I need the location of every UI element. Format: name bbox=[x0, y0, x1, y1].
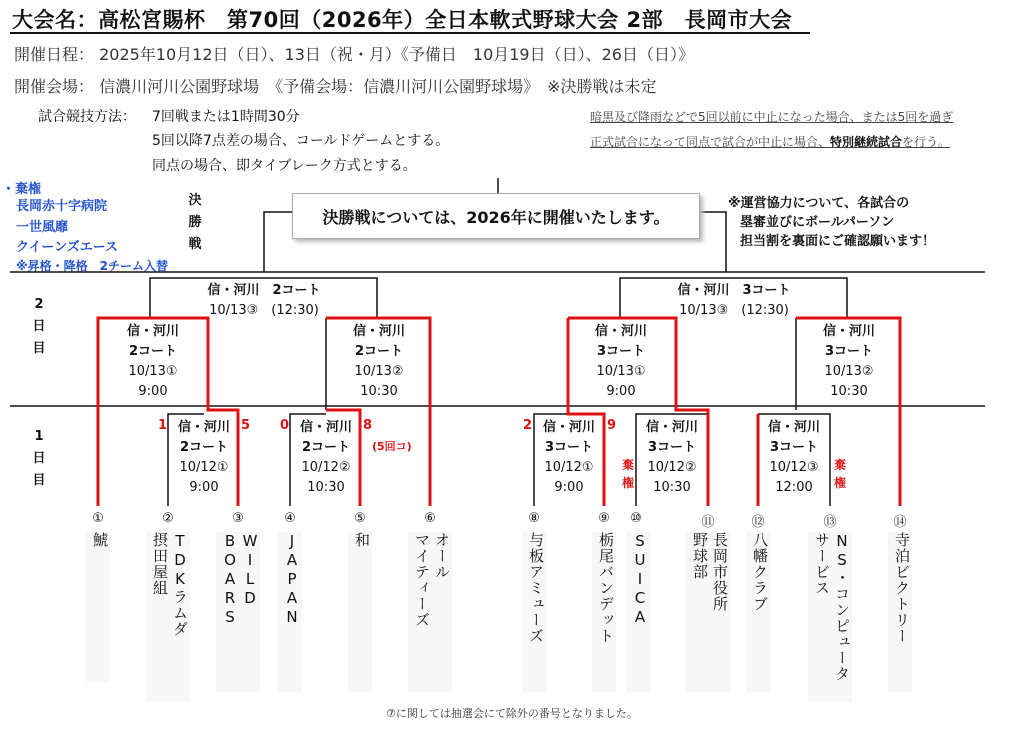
score-left-2: 0 bbox=[280, 418, 290, 433]
team-name-4: JAPAN bbox=[278, 532, 302, 692]
day2-label: 2 日 目 bbox=[32, 297, 46, 356]
seed-number: ② bbox=[162, 511, 174, 526]
r1-match-4: 信・河川 3コート 10/12② 10:30 bbox=[645, 420, 698, 495]
team-name-12: 八幡クラブ bbox=[746, 532, 770, 692]
method-label: 試合競技方法： bbox=[38, 109, 136, 125]
seed-number: ① bbox=[92, 511, 104, 526]
schedule-text: 開催日程： 2025年10月12日（日）、13日（祝・月）《予備日 10月19日（日）、26日（日）》 bbox=[14, 45, 694, 64]
r1-match-3: 信・河川 3コート 10/12① 9:00 bbox=[542, 420, 595, 495]
day1-label: 1 日 目 bbox=[32, 429, 46, 488]
forfeit-team-1: 長岡赤十字病院 bbox=[16, 199, 108, 214]
team-name-8: 与板アミューズ bbox=[522, 532, 546, 692]
team-name-13: NS・コンピュータ サービス bbox=[808, 532, 852, 702]
seed-number: ⑩ bbox=[630, 511, 642, 526]
final-label: 決 勝 戦 bbox=[188, 193, 202, 252]
team-name-3: WILD BOARS bbox=[216, 532, 260, 692]
team-name-1: 鯱 bbox=[86, 532, 110, 682]
qf-match-2: 信・河川 2コート 10/13② 10:30 bbox=[352, 324, 405, 399]
r1-match-1: 信・河川 2コート 10/12① 9:00 bbox=[177, 420, 230, 495]
method-line-1: 7回戦または1時間30分 bbox=[152, 109, 300, 125]
seed-number: ⑭ bbox=[893, 515, 907, 530]
forfeit-team-3: クイーンズエース bbox=[16, 240, 119, 255]
venue-text: 開催会場： 信濃川河川公園野球場 《予備会場：信濃川河川公園野球場》 ※決勝戦は未定 bbox=[14, 77, 657, 96]
team-name-2: TDKラムダ 摂田屋組 bbox=[146, 532, 190, 702]
forfeit-mark-13: 棄権 bbox=[834, 458, 847, 490]
seed-number: ⑪ bbox=[701, 515, 715, 530]
footer-note: ⑦に関しては抽選会にて除外の番号となりました。 bbox=[386, 707, 638, 720]
final-announcement: 決勝戦については、2026年に開催いたします。 bbox=[292, 193, 700, 239]
team-name-5: 和 bbox=[348, 532, 372, 692]
seed-number: ⑫ bbox=[751, 515, 765, 530]
score-right-2: 8 bbox=[363, 418, 373, 433]
team-name-9: 栃尾バンデット bbox=[592, 532, 616, 692]
rain-note-2: 正式試合になって同点で試合が中止に場合、特別継続試合を行う。 bbox=[590, 135, 951, 149]
qf-match-4: 信・河川 3コート 10/13② 10:30 bbox=[822, 324, 875, 399]
seed-number: ⑬ bbox=[823, 515, 837, 530]
semi-match-1: 信・河川 2コート 10/13③ (12:30) bbox=[207, 283, 321, 318]
page-title: 大会名：高松宮賜杯 第70回（2026年）全日本軟式野球大会 2部 長岡市大会 bbox=[12, 8, 793, 32]
seed-number: ⑤ bbox=[354, 511, 366, 526]
team-name-11: 長岡市役所 野球部 bbox=[686, 532, 730, 692]
seed-number: ③ bbox=[232, 511, 244, 526]
forfeit-title: ・棄権 bbox=[2, 182, 42, 197]
called-game-note: (5回コ) bbox=[372, 440, 412, 453]
ops-note: ※運営協力について、各試合の 塁審並びにボールパーソン 担当割を裏面にご確認願います！ bbox=[728, 196, 936, 249]
rain-note-1: 暗黒及び降雨などで5回以前に中止になった場合、または5回を過ぎ bbox=[590, 110, 954, 124]
r1-match-5: 信・河川 3コート 10/12③ 12:00 bbox=[767, 420, 820, 495]
method-line-2: 5回以降7点差の場合、コールドゲームとする。 bbox=[152, 133, 450, 149]
score-left-1: 1 bbox=[158, 418, 168, 433]
forfeit-note: ※昇格・降格 2チーム入替 bbox=[16, 259, 169, 273]
qf-match-1: 信・河川 2コート 10/13① 9:00 bbox=[126, 324, 179, 399]
r1-match-2: 信・河川 2コート 10/12② 10:30 bbox=[299, 420, 352, 495]
qf-match-3: 信・河川 3コート 10/13① 9:00 bbox=[594, 324, 647, 399]
score-right-3: 9 bbox=[607, 418, 617, 433]
score-right-1: 5 bbox=[241, 418, 251, 433]
team-name-14: 寺泊ビクトリー bbox=[888, 532, 912, 692]
seed-number: ⑨ bbox=[598, 511, 610, 526]
seed-number: ⑧ bbox=[528, 511, 540, 526]
semi-match-2: 信・河川 3コート 10/13③ (12:30) bbox=[677, 283, 791, 318]
seed-number: ④ bbox=[284, 511, 296, 526]
forfeit-mark-10: 棄権 bbox=[622, 458, 635, 490]
team-name-10: SUICA bbox=[626, 532, 650, 692]
score-left-3: 2 bbox=[523, 418, 533, 433]
forfeit-team-2: 一世風靡 bbox=[16, 220, 69, 235]
seed-number: ⑥ bbox=[424, 511, 436, 526]
team-name-6: オール マイティーズ bbox=[408, 532, 452, 692]
method-line-3: 同点の場合、即タイブレーク方式とする。 bbox=[152, 158, 417, 174]
